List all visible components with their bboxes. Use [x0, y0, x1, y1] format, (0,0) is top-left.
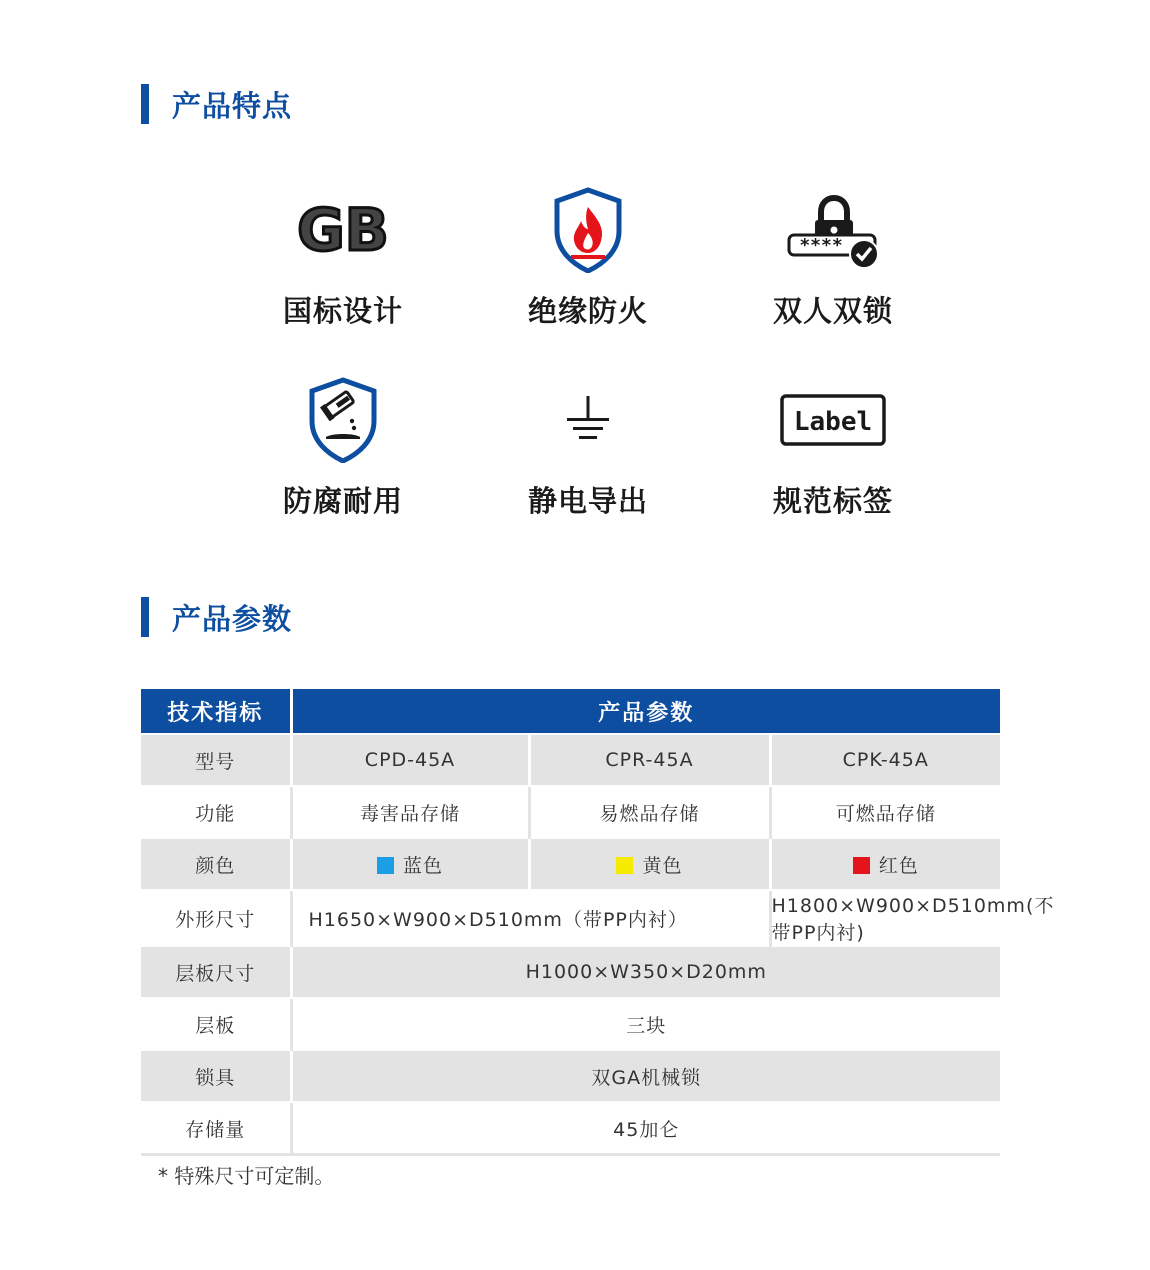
gb-standard-icon [243, 185, 443, 275]
feature-label: 绝缘防火 [527, 294, 648, 328]
row-label-color: 颜色 [141, 838, 291, 890]
row-label-function: 功能 [141, 786, 291, 838]
shelf-value: 三块 [291, 998, 1000, 1050]
feature-label: 规范标签 [772, 484, 893, 518]
blue-swatch [377, 857, 394, 874]
corrosion-shield-icon [243, 375, 443, 465]
model-cpk: CPK-45A [770, 734, 1000, 786]
model-cpr: CPR-45A [529, 734, 770, 786]
size-cpr-cpk: H1800×W900×D510mm(不带PP内衬) [770, 890, 1000, 946]
color-text: 黄色 [642, 854, 683, 877]
footnote: * 特殊尺寸可定制。 [158, 1164, 335, 1188]
color-cpr [529, 838, 770, 890]
features-heading: 产品特点 [172, 88, 293, 123]
function-cpr: 易燃品存储 [529, 786, 770, 838]
label-tag-icon [733, 375, 933, 465]
table-row [141, 734, 1000, 786]
feature-dual-lock [733, 185, 933, 330]
row-label-shelf: 层板 [141, 998, 291, 1050]
row-label-lock: 锁具 [141, 1050, 291, 1102]
params-heading: 产品参数 [172, 601, 293, 636]
table-row [141, 1102, 1000, 1155]
feature-static-discharge [488, 375, 688, 520]
spec-table [141, 689, 1055, 1156]
table-row [141, 786, 1000, 838]
function-cpd: 毒害品存储 [291, 786, 529, 838]
feature-label: 国标设计 [282, 294, 403, 328]
size-cpd: H1650×W900×D510mm（带PP内衬） [291, 890, 770, 946]
features-section-title [141, 83, 292, 125]
padlock-password-icon [733, 185, 933, 275]
feature-gb-standard [243, 185, 443, 330]
row-label-shelf-size: 层板尺寸 [141, 946, 291, 998]
ground-icon [488, 375, 688, 465]
feature-standard-label [733, 375, 933, 520]
shelf-size-value: H1000×W350×D20mm [291, 946, 1000, 998]
color-cpd [291, 838, 529, 890]
table-row [141, 998, 1000, 1050]
color-cpk [770, 838, 1000, 890]
feature-label: 防腐耐用 [282, 484, 403, 518]
table-row [141, 946, 1000, 998]
model-cpd: CPD-45A [291, 734, 529, 786]
color-text: 蓝色 [402, 854, 443, 877]
table-row [141, 1050, 1000, 1102]
feature-label: 双人双锁 [772, 294, 893, 328]
row-label-model: 型号 [141, 734, 291, 786]
section-accent-bar [141, 597, 149, 637]
capacity-value: 45加仑 [291, 1102, 1000, 1155]
function-cpk: 可燃品存储 [770, 786, 1000, 838]
header-spec-index: 技术指标 [141, 689, 291, 734]
fire-shield-icon [488, 185, 688, 275]
svg-text:Label: Label [793, 407, 873, 437]
feature-label: 静电导出 [527, 484, 648, 518]
row-label-size: 外形尺寸 [141, 890, 291, 946]
row-label-capacity: 存储量 [141, 1102, 291, 1155]
header-product-params: 产品参数 [291, 689, 1000, 734]
svg-text:GB: GB [297, 198, 389, 262]
table-header-row [141, 689, 1000, 734]
feature-anticorrosion [243, 375, 443, 520]
table-row [141, 838, 1000, 890]
color-text: 红色 [878, 854, 919, 877]
svg-text:****: **** [799, 235, 843, 256]
lock-value: 双GA机械锁 [291, 1050, 1000, 1102]
feature-fireproof [488, 185, 688, 330]
yellow-swatch [616, 857, 633, 874]
table-row [141, 890, 1000, 946]
red-swatch [853, 857, 870, 874]
params-section-title [141, 596, 292, 638]
section-accent-bar [141, 84, 149, 124]
